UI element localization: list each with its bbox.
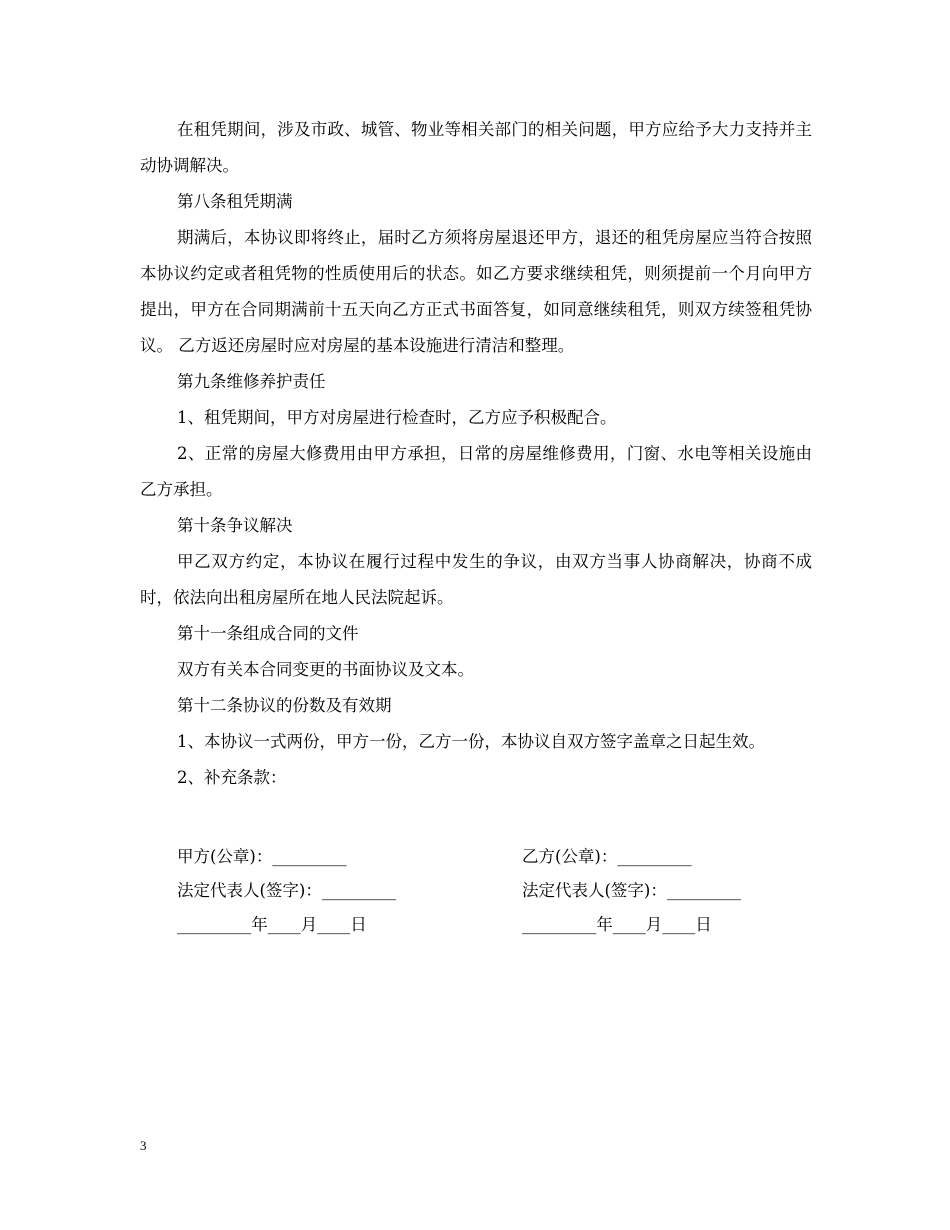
- party-b-representative: 法定代表人(签字)：_________: [522, 881, 742, 900]
- page-number: 3: [140, 1138, 147, 1153]
- paragraph-supplementary: 2、补充条款：: [177, 768, 287, 787]
- paragraph-dispute: 甲乙双方约定，本协议在履行过程中发生的争议，由双方当事人协商解决，协商不成时，依法向出租房屋所在地人民法院起诉。: [140, 552, 812, 607]
- paragraph-lease-expiry: 期满后，本协议即将终止，届时乙方须将房屋退还甲方，退还的租凭房屋应当符合按照本协议约定或者租凭物的性质使用后的状态。如乙方要求继续租凭，则须提前一个月向甲方提出，甲方在合同期满前十五天向乙方正式书面答复，如同意继续租凭，则双方续签租凭协议。 乙方返还房屋时应对房屋的基本设施进行清洁和整理。: [140, 228, 812, 355]
- party-a-date: _________年____月____日: [177, 915, 367, 934]
- party-a-seal: 甲方(公章)：_________: [177, 847, 347, 866]
- heading-article-12: 第十二条协议的份数及有效期: [177, 696, 392, 715]
- party-a-representative: 法定代表人(签字)：_________: [177, 881, 397, 900]
- paragraph-inspection: 1、租凭期间，甲方对房屋进行检查时，乙方应予积极配合。: [177, 408, 617, 427]
- party-b-date: _________年____月____日: [522, 915, 712, 934]
- paragraph-copies-validity: 1、本协议一式两份，甲方一份，乙方一份，本协议自双方签字盖章之日起生效。: [177, 732, 765, 751]
- contract-body: [140, 112, 812, 796]
- signature-block: [177, 838, 817, 940]
- paragraph-contract-documents: 双方有关本合同变更的书面协议及文本。: [177, 660, 474, 679]
- heading-article-10: 第十条争议解决: [177, 516, 293, 535]
- signature-row-representative: [177, 872, 817, 906]
- party-b-seal: 乙方(公章)：_________: [522, 847, 692, 866]
- paragraph-municipal-support: 在租凭期间，涉及市政、城管、物业等相关部门的相关问题，甲方应给予大力支持并主动协调解决。: [140, 120, 812, 175]
- heading-article-11: 第十一条组成合同的文件: [177, 624, 359, 643]
- signature-row-seal: [177, 838, 817, 872]
- signature-row-date: [177, 906, 817, 940]
- heading-article-8: 第八条租凭期满: [177, 192, 293, 211]
- heading-article-9: 第九条维修养护责任: [177, 372, 326, 391]
- paragraph-repair-costs: 2、正常的房屋大修费用由甲方承担，日常的房屋维修费用，门窗、水电等相关设施由乙方承担。: [140, 444, 812, 499]
